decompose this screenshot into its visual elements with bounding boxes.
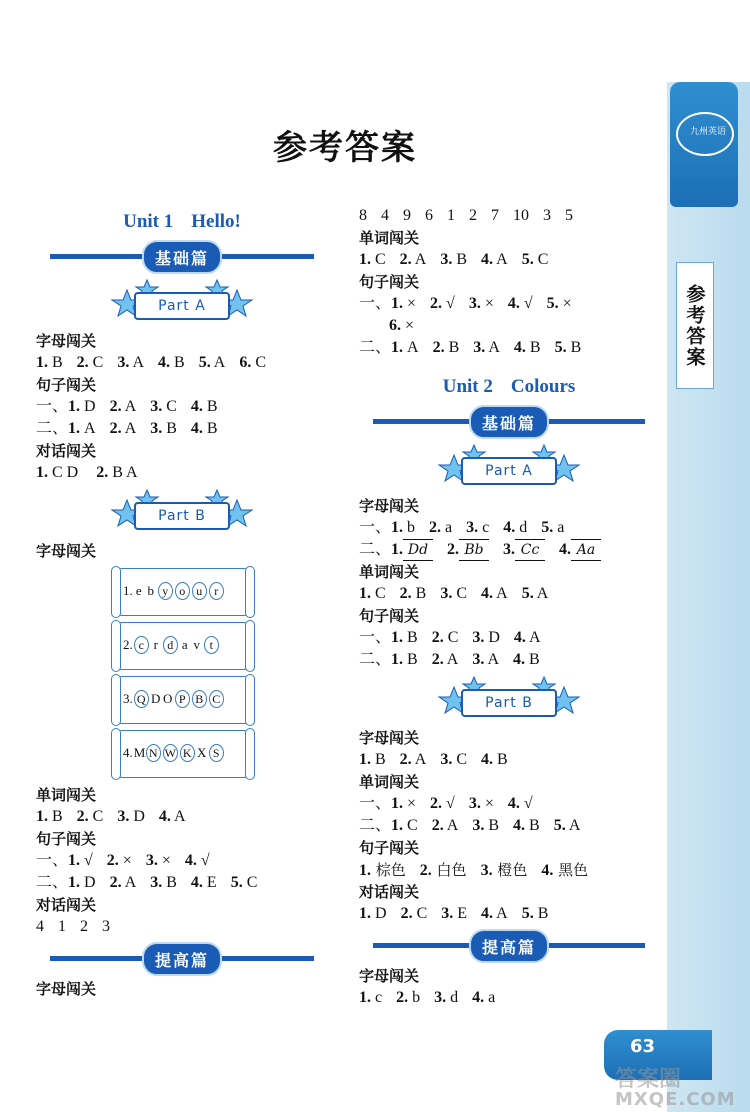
answer-value: C — [162, 398, 177, 415]
answer-value: C — [412, 905, 428, 922]
answer-value: B — [371, 751, 386, 768]
item-number: 2. — [396, 989, 409, 1006]
item-number: 2. — [431, 629, 444, 646]
item-number: 1. — [123, 583, 133, 598]
answer-value: A — [533, 585, 549, 602]
item-number: 1. — [391, 339, 404, 356]
answer-value: √ — [442, 795, 455, 812]
answer-line — [359, 903, 659, 925]
answer-value: 1 — [58, 918, 66, 935]
item-number: 3. — [123, 691, 133, 706]
item-number: 1. — [391, 519, 404, 536]
answer-value: A — [129, 354, 145, 371]
section-heading: 句子闯关 — [359, 839, 420, 857]
answer-line — [36, 352, 328, 374]
answer-value: Aa — [571, 539, 601, 561]
answer-value: Dd — [403, 539, 433, 561]
section-heading: 字母闯关 — [359, 729, 420, 747]
section-heading: 字母闯关 — [36, 980, 97, 998]
item-number: 4. — [158, 354, 171, 371]
item-number: 5. — [546, 295, 559, 312]
item-number: 1. — [36, 808, 48, 825]
item-number: 3. — [440, 585, 453, 602]
item-number: 3. — [440, 751, 453, 768]
answer-value: × — [118, 852, 132, 869]
answer-value: D — [371, 905, 387, 922]
answer-value: A — [80, 420, 96, 437]
answer-line — [359, 249, 659, 271]
answer-value: A — [403, 339, 419, 356]
answer-value: √ — [196, 852, 210, 869]
item-number: 2. — [399, 751, 412, 768]
item-number: 1. — [391, 629, 404, 646]
letter: D — [151, 691, 161, 706]
answer-value: C — [403, 817, 418, 834]
answer-line: 二、1. C 2. A 3. B 4. B 5. A — [359, 817, 581, 834]
answer-value: 2 — [469, 207, 477, 224]
section-heading: 句子闯关 — [36, 830, 97, 848]
answer-value: Cc — [515, 539, 545, 561]
answer-value: b — [403, 519, 416, 536]
item-number: 6. — [389, 317, 401, 334]
answer-value: A — [493, 251, 508, 268]
unit-1-title: Unit 1 Hello! — [123, 211, 241, 232]
answer-value: A — [493, 905, 508, 922]
left-column — [36, 208, 328, 1000]
answer-value: 棕色 — [371, 861, 406, 879]
section-heading: 句子闯关 — [36, 376, 97, 394]
answer-value: A — [210, 354, 226, 371]
item-number: 3. — [117, 354, 130, 371]
answer-value: c — [371, 989, 383, 1006]
item-number: 1. — [391, 817, 404, 834]
item-number: 4. — [507, 795, 520, 812]
answer-line — [36, 462, 328, 484]
circled-letter: r — [209, 582, 224, 600]
item-number: 3. — [468, 795, 481, 812]
item-number: 3. — [472, 651, 485, 668]
item-number: 4. — [513, 629, 526, 646]
answer-value: C — [88, 354, 104, 371]
answer-value: B — [444, 339, 460, 356]
circled-letter: S — [209, 744, 224, 762]
scroll-answer-1 — [116, 568, 250, 616]
answer-value: A — [525, 629, 541, 646]
advanced-banner: 提高篇 — [359, 929, 659, 961]
answer-value: B — [533, 905, 549, 922]
answer-line — [359, 205, 659, 227]
answer-value: C — [443, 629, 459, 646]
answer-value: 8 — [359, 207, 367, 224]
item-number: 5. — [230, 874, 243, 891]
item-number: 3. — [441, 905, 454, 922]
section-heading: 单词闯关 — [359, 773, 420, 791]
item-number: 5. — [521, 585, 534, 602]
item-number: 2. — [430, 795, 443, 812]
answer-value: A — [121, 420, 137, 437]
item-number: 3. — [503, 541, 516, 558]
answer-line: 二、1. Dd 2. Bb 3. Cc 4. Aa — [359, 539, 659, 561]
answer-value: √ — [519, 795, 533, 812]
item-number: 5. — [521, 251, 534, 268]
item-number: 1. — [391, 795, 404, 812]
part-b-badge: Part B — [36, 486, 328, 538]
answer-value: B — [170, 354, 185, 371]
item-number: 4. — [190, 874, 203, 891]
answer-line — [359, 749, 659, 771]
item-number: 1. — [359, 251, 371, 268]
item-number: 4. — [158, 808, 171, 825]
item-number: 4. — [481, 251, 494, 268]
item-number: 3. — [472, 817, 485, 834]
answer-value: C — [533, 251, 549, 268]
item-number: 4. — [481, 585, 494, 602]
circled-letter: o — [175, 582, 190, 600]
item-number: 2. — [109, 420, 122, 437]
answer-value: × — [480, 795, 494, 812]
answer-value: D — [80, 874, 96, 891]
answer-value: B — [452, 251, 468, 268]
item-number: 4. — [513, 817, 526, 834]
basic-banner: 基础篇 — [359, 405, 659, 437]
answer-value: E — [202, 874, 217, 891]
answer-value: B — [162, 874, 177, 891]
item-number: 2. — [109, 874, 122, 891]
answer-value: D — [484, 629, 500, 646]
answer-value: 白色 — [431, 861, 467, 879]
answer-line: 一、1. B 2. C 3. D 4. A — [359, 629, 541, 646]
item-number: 2. — [447, 541, 460, 558]
answer-line: 二、1. A 2. A 3. B 4. B — [36, 420, 218, 437]
item-number: 3. — [150, 398, 163, 415]
item-number: 3. — [473, 339, 486, 356]
item-number: 2. — [432, 339, 445, 356]
item-number: 5. — [554, 339, 567, 356]
answer-value: B — [403, 629, 418, 646]
answer-value: × — [558, 295, 572, 312]
answer-value: × — [480, 295, 494, 312]
item-number: 1. — [68, 398, 81, 415]
item-number: 3. — [466, 519, 479, 536]
item-number: 1. — [68, 874, 81, 891]
circled-letter: B — [192, 690, 207, 708]
section-heading: 字母闯关 — [36, 542, 97, 560]
item-number: 1. — [391, 295, 404, 312]
answer-value: C — [88, 808, 104, 825]
answer-value: B — [493, 751, 508, 768]
item-number: 2. — [419, 862, 432, 879]
item-number: 1. — [359, 585, 371, 602]
section-heading: 句子闯关 — [359, 607, 420, 625]
item-number: 1. — [359, 905, 371, 922]
answer-line — [359, 583, 659, 605]
answer-value: c — [478, 519, 490, 536]
part-a-badge: Part A — [36, 276, 328, 328]
item-number: 2. — [431, 817, 444, 834]
answer-value: 5 — [565, 207, 573, 224]
answer-value: E — [453, 905, 468, 922]
page-title: 参考答案 — [273, 128, 417, 168]
item-number: 3. — [150, 420, 163, 437]
answer-value: A — [121, 874, 137, 891]
circled-letter: t — [204, 636, 219, 654]
answer-value: B — [202, 420, 218, 437]
scroll-answer-4 — [116, 730, 250, 778]
answer-line — [36, 916, 328, 938]
answer-line — [36, 806, 328, 828]
answer-line: 二、1. B 2. A 3. A 4. B — [359, 651, 540, 668]
item-number: 2. — [399, 585, 412, 602]
answer-value: 10 — [513, 207, 529, 224]
section-heading: 对话闯关 — [359, 883, 420, 901]
item-number: 2. — [96, 464, 109, 481]
answer-value: A — [443, 817, 459, 834]
answer-value: C — [48, 464, 67, 481]
answer-value: C — [242, 874, 258, 891]
answer-value: A — [411, 751, 427, 768]
circled-letter: c — [134, 636, 149, 654]
answer-line: 一、1. × 2. √ 3. × 4. √ — [359, 795, 533, 812]
answer-value: B — [411, 585, 427, 602]
scroll-answer-2 — [116, 622, 250, 670]
answer-value: 7 — [491, 207, 499, 224]
item-number: 2. — [109, 398, 122, 415]
answer-value: B — [484, 817, 500, 834]
circled-letter: W — [164, 746, 176, 760]
answer-value: C — [371, 585, 386, 602]
answer-value: A — [493, 585, 508, 602]
answer-line: 一、1. × 2. √ 3. × 4. √ 5. × — [359, 295, 572, 312]
answer-value: 橙色 — [492, 861, 528, 879]
item-number: 3. — [440, 251, 453, 268]
answer-value: √ — [442, 295, 455, 312]
item-number: 2. — [430, 295, 443, 312]
letter: a — [181, 637, 188, 652]
answer-value: 黑色 — [553, 861, 589, 879]
letter: O — [163, 691, 173, 706]
item-number: 5. — [521, 905, 534, 922]
item-number: 1. — [36, 464, 48, 481]
section-heading: 单词闯关 — [359, 229, 420, 247]
answer-line — [359, 859, 659, 881]
item-number: 4. — [507, 295, 520, 312]
answer-line — [359, 315, 659, 337]
letter: b — [147, 583, 154, 598]
item-number: 2. — [399, 251, 412, 268]
answer-value: B — [48, 808, 63, 825]
answer-value: C — [371, 251, 386, 268]
brand-logo-text: 九州英语 — [690, 127, 727, 137]
circled-letter: N — [146, 744, 161, 762]
answer-value: A — [121, 398, 137, 415]
circled-letter: P — [175, 690, 190, 708]
answer-value: B — [403, 651, 418, 668]
answer-value: 2 — [80, 918, 88, 935]
answer-value: B — [525, 651, 540, 668]
answer-value: a — [553, 519, 565, 536]
item-number: 4. — [513, 339, 526, 356]
letter: e — [135, 583, 142, 598]
letter: M — [133, 745, 146, 760]
item-number: 1. — [391, 651, 404, 668]
answer-value: A — [443, 651, 459, 668]
answer-line: 一、1. b 2. a 3. c 4. d 5. a — [359, 519, 565, 536]
watermark: 答案圈 MXQE.COM — [615, 1067, 736, 1110]
item-number: 2. — [76, 808, 89, 825]
scroll-answer-3 — [116, 676, 250, 724]
item-number: 5. — [198, 354, 211, 371]
answer-value: C — [452, 751, 468, 768]
item-number: 3. — [117, 808, 130, 825]
answer-value: b — [408, 989, 421, 1006]
answer-value: a — [484, 989, 496, 1006]
letter: r — [153, 637, 158, 652]
advanced-banner: 提高篇 — [36, 942, 328, 974]
item-number: 3. — [480, 862, 493, 879]
circled-letter: C — [209, 690, 224, 708]
section-heading: 字母闯关 — [359, 967, 420, 985]
answer-value: × — [403, 295, 417, 312]
section-heading: 单词闯关 — [36, 786, 97, 804]
part-b-badge: Part B — [359, 673, 659, 725]
item-number: 3. — [150, 874, 163, 891]
item-number: 3. — [468, 295, 481, 312]
side-tab-label: 参考答案 — [676, 262, 714, 389]
answer-value: 9 — [403, 207, 411, 224]
answer-value: B — [566, 339, 582, 356]
section-heading: 字母闯关 — [36, 332, 97, 350]
item-number: 2. — [400, 905, 413, 922]
answer-value: 4 — [381, 207, 389, 224]
answer-value: 3 — [102, 918, 110, 935]
circled-letter: y — [158, 582, 173, 600]
answer-value: × — [157, 852, 171, 869]
answer-value: A — [565, 817, 581, 834]
answer-value: × — [403, 795, 417, 812]
item-number: 2. — [429, 519, 442, 536]
answer-value: A — [126, 464, 138, 481]
letter: v — [193, 637, 200, 652]
item-number: 1. — [68, 852, 81, 869]
item-number: 5. — [553, 817, 566, 834]
item-number: 4. — [559, 541, 572, 558]
item-number: 4. — [123, 745, 133, 760]
item-number: 4. — [481, 751, 494, 768]
section-heading: 对话闯关 — [36, 442, 97, 460]
answer-value: d — [446, 989, 459, 1006]
item-number: 1. — [359, 751, 371, 768]
part-a-badge: Part A — [359, 441, 659, 493]
item-number: 6. — [239, 354, 252, 371]
side-tab — [667, 82, 750, 1112]
circled-letter: u — [192, 582, 207, 600]
item-number: 4. — [472, 989, 485, 1006]
item-number: 5. — [541, 519, 554, 536]
answer-line: 二、1. A 2. B 3. A 4. B 5. B — [359, 339, 582, 356]
item-number: 4. — [184, 852, 197, 869]
section-heading: 字母闯关 — [359, 497, 420, 515]
answer-value: A — [484, 651, 500, 668]
answer-value: D — [129, 808, 145, 825]
answer-value: B — [525, 817, 540, 834]
item-number: 4. — [503, 519, 516, 536]
item-number: 3. — [472, 629, 485, 646]
answer-value: A — [411, 251, 427, 268]
item-number: 4. — [513, 651, 526, 668]
item-number: 1. — [359, 862, 371, 879]
answer-value: × — [401, 317, 415, 334]
answer-value: D — [66, 464, 83, 481]
section-heading: 对话闯关 — [36, 896, 97, 914]
answer-value: B — [202, 398, 218, 415]
item-number: 4. — [541, 862, 554, 879]
item-number: 1. — [36, 354, 48, 371]
answer-value: C — [251, 354, 267, 371]
circled-letter: d — [163, 636, 178, 654]
answer-value: B — [48, 354, 63, 371]
section-heading: 句子闯关 — [359, 273, 420, 291]
item-number: 2. — [123, 637, 133, 652]
answer-line: 二、1. D 2. A 3. B 4. E 5. C — [36, 874, 258, 891]
right-column — [359, 205, 659, 1009]
answer-value: 4 — [36, 918, 44, 935]
answer-line: 一、1. √ 2. × 3. × 4. √ — [36, 852, 210, 869]
answer-value: B — [162, 420, 177, 437]
answer-value: a — [441, 519, 453, 536]
item-number: 1. — [359, 989, 371, 1006]
answer-value: D — [80, 398, 96, 415]
letter: X — [197, 745, 207, 760]
circled-letter: Q — [134, 690, 149, 708]
item-number: 1. — [68, 420, 81, 437]
page-number: 63 — [630, 1036, 656, 1057]
item-number: 4. — [190, 398, 203, 415]
item-number: 3. — [434, 989, 447, 1006]
answer-line — [359, 987, 659, 1009]
answer-line: 一、1. D 2. A 3. C 4. B — [36, 398, 218, 415]
answer-value: A — [170, 808, 186, 825]
item-number: 2. — [431, 651, 444, 668]
answer-value: d — [515, 519, 528, 536]
item-number: 2. — [76, 354, 89, 371]
section-heading: 单词闯关 — [359, 563, 420, 581]
basic-banner: 基础篇 — [36, 240, 328, 272]
item-number: 4. — [481, 905, 494, 922]
circled-letter: K — [180, 744, 195, 762]
answer-value: A — [485, 339, 500, 356]
answer-value: 3 — [543, 207, 551, 224]
answer-value: C — [452, 585, 468, 602]
answer-value: 1 — [447, 207, 455, 224]
answer-value: B — [525, 339, 541, 356]
item-number: 3. — [145, 852, 158, 869]
item-number: 4. — [190, 420, 203, 437]
answer-value: √ — [519, 295, 533, 312]
unit-2-title: Unit 2 Colours — [442, 376, 576, 397]
answer-value: Bb — [459, 539, 489, 561]
answer-value: 6 — [425, 207, 433, 224]
item-number: 1. — [391, 541, 404, 558]
answer-value: √ — [80, 852, 93, 869]
answer-value: B — [108, 464, 127, 481]
item-number: 2. — [106, 852, 119, 869]
